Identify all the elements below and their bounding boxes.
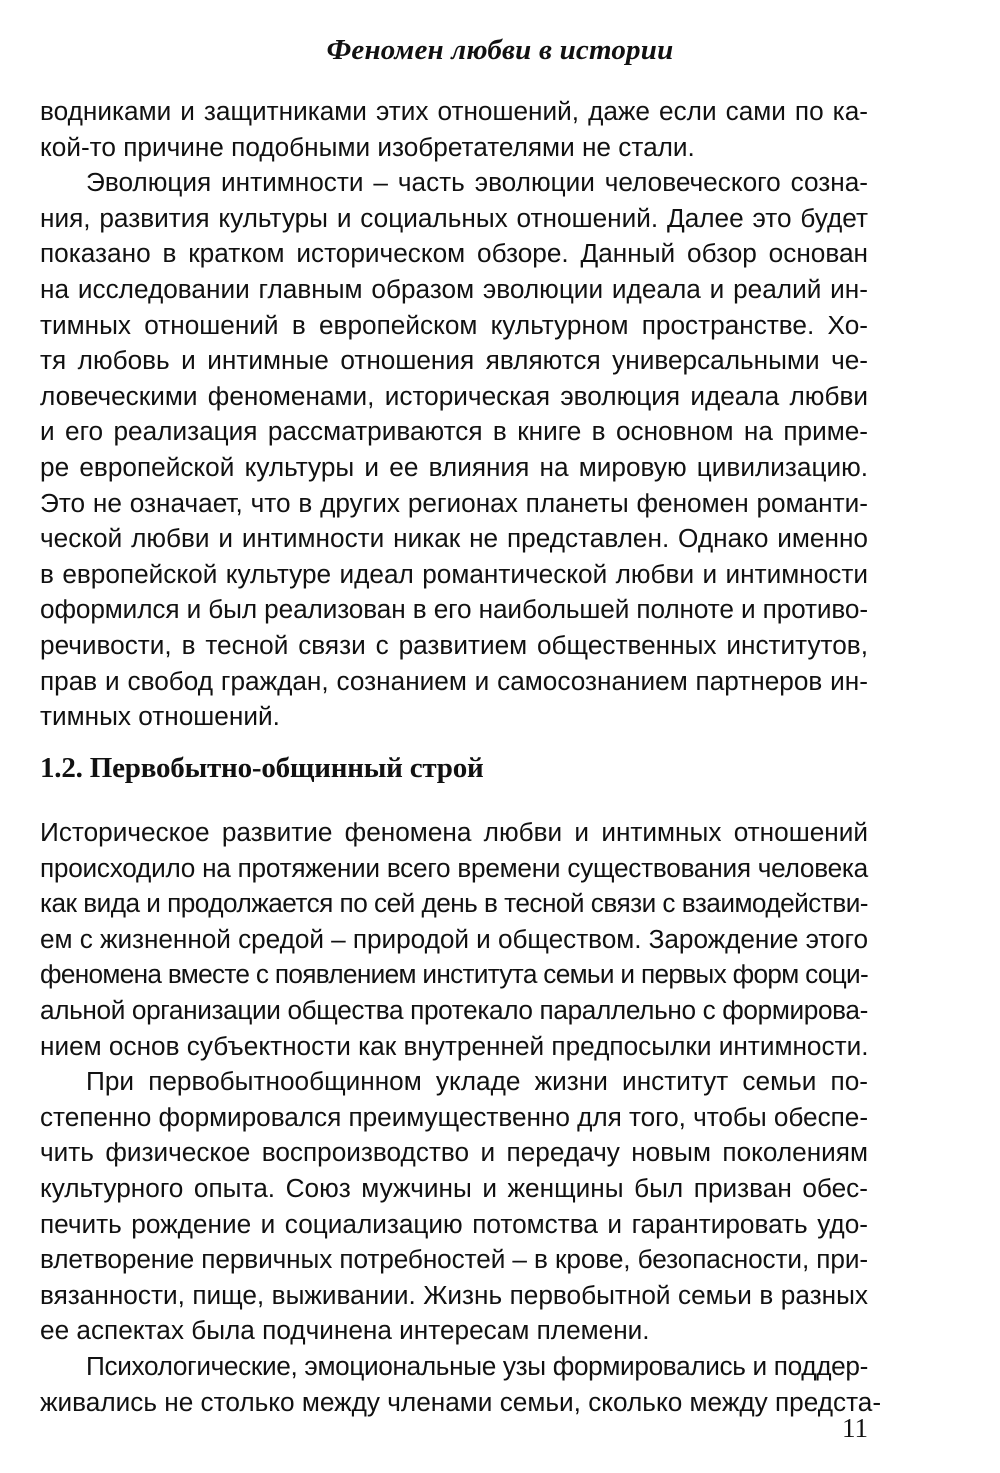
text-line: ре европейской культуры и ее влияния на мировую цивилизацию. bbox=[40, 451, 868, 482]
text-line: происходило на протяжении всего времени существования человека bbox=[40, 852, 868, 883]
text-line: тя любовь и интимные отношения являются универсальными че- bbox=[40, 345, 868, 376]
text-line: печить рождение и социализацию потомства и гарантировать удо- bbox=[40, 1208, 868, 1239]
running-head: Феномен любви в истории bbox=[326, 34, 674, 66]
text-line: оформился и был реализован в его наибольшей полноте и противо- bbox=[40, 594, 868, 625]
text-line: тимных отношений в европейском культурном пространстве. Хо- bbox=[40, 309, 868, 340]
text-line: речивости, в тесной связи с развитием общественных институтов, bbox=[40, 629, 868, 660]
text-line: альной организации общества протекало параллельно с формирова- bbox=[40, 994, 868, 1025]
text-line: вязанности, пище, выживании. Жизнь первобытной семьи в разных bbox=[40, 1279, 868, 1310]
text-line: степенно формировался преимущественно для того, чтобы обеспе- bbox=[40, 1101, 868, 1132]
page-number: 11 bbox=[842, 1413, 868, 1443]
section-heading: 1.2. Первобытно-общинный строй bbox=[40, 752, 484, 784]
text-line: Эволюция интимности – часть эволюции человеческого созна- bbox=[86, 167, 868, 198]
text-line: Историческое развитие феномена любви и интимных отношений bbox=[40, 817, 868, 847]
text-line: и его реализация рассматриваются в книге в основном на приме- bbox=[40, 416, 868, 447]
text-line: тимных отношений. bbox=[40, 701, 280, 732]
body-text-bottom bbox=[40, 815, 882, 1420]
text-line: на исследовании главным образом эволюции идеала и реалий ин- bbox=[40, 273, 868, 304]
text-line: культурного опыта. Союз мужчины и женщины был призван обес- bbox=[40, 1172, 868, 1203]
text-line: Это не означает, что в других регионах планеты феномен романти- bbox=[40, 487, 868, 518]
text-line: ловеческими феноменами, историческая эволюция идеала любви bbox=[40, 380, 868, 411]
text-line: живались не столько между членами семьи, сколько между предста- bbox=[40, 1386, 882, 1417]
body-text-top bbox=[40, 94, 868, 735]
text-line: ее аспектах была подчинена интересам племени. bbox=[40, 1315, 650, 1346]
text-line: ния, развития культуры и социальных отношений. Далее это будет bbox=[40, 202, 868, 233]
text-line: ческой любви и интимности никак не представлен. Однако именно bbox=[40, 523, 868, 554]
text-line: в европейской культуре идеал романтической любви и интимности bbox=[40, 558, 868, 589]
text-line: показано в кратком историческом обзоре. Данный обзор основан bbox=[40, 238, 868, 269]
text-line: как вида и продолжается по сей день в тесной связи с взаимодействи- bbox=[40, 888, 868, 919]
text-line: прав и свобод граждан, сознанием и самосознанием партнеров ин- bbox=[40, 665, 868, 696]
text-line: влетворение первичных потребностей – в крове, безопасности, при- bbox=[40, 1244, 868, 1275]
text-line: нием основ субъектности как внутренней предпосылки интимности. bbox=[40, 1030, 869, 1061]
text-line: Психологические, эмоциональные узы формировались и поддер- bbox=[86, 1350, 868, 1381]
text-line: чить физическое воспроизводство и передачу новым поколениям bbox=[40, 1137, 868, 1168]
text-line: феномена вместе с появлением института семьи и первых форм соци- bbox=[40, 959, 868, 990]
text-line: ем с жизненной средой – природой и обществом. Зарождение этого bbox=[40, 923, 868, 954]
text-line: кой-то причине подобными изобретателями не стали. bbox=[40, 131, 695, 162]
text-line: водниками и защитниками этих отношений, даже если сами по ка- bbox=[40, 96, 868, 126]
text-line: При первобытнообщинном укладе жизни институт семьи по- bbox=[86, 1066, 868, 1097]
